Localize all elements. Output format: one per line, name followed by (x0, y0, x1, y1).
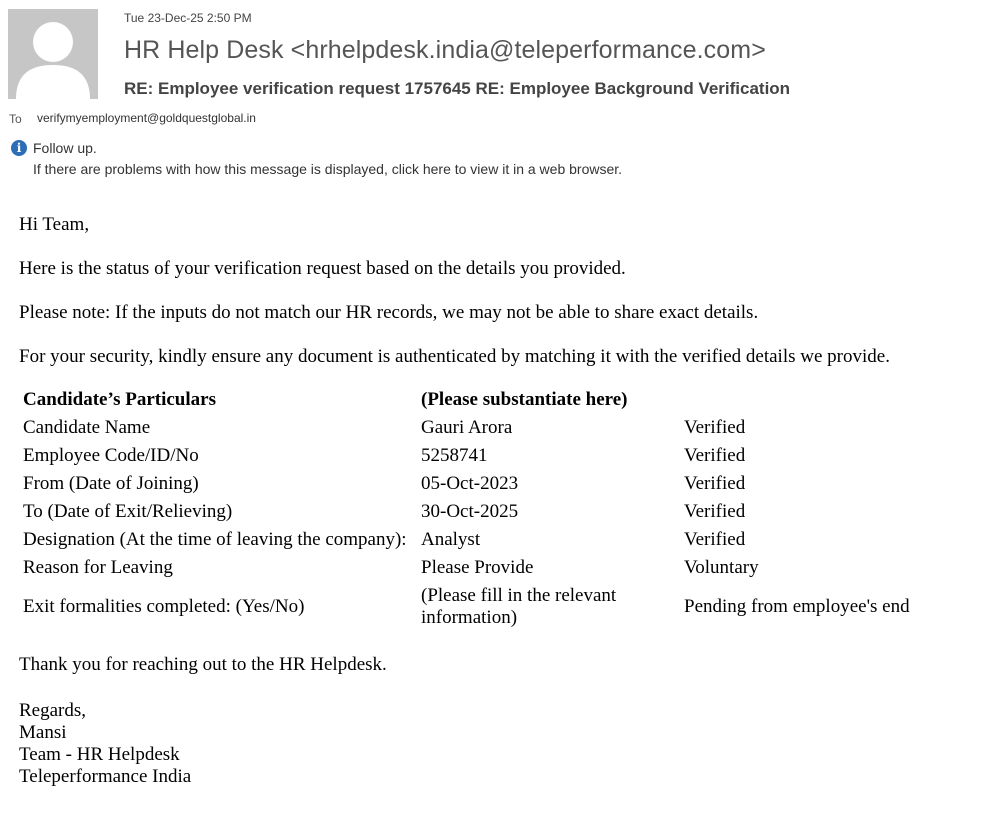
table-header-row (19, 386, 978, 414)
table-cell: (Please fill in the relevant information) (421, 585, 617, 628)
person-silhouette-icon (8, 9, 98, 99)
follow-up-flag: Follow up. (33, 140, 97, 156)
info-icon: i (11, 140, 27, 156)
table-row (19, 498, 978, 526)
sender-name[interactable]: HR Help Desk <hrhelpdesk.india@teleperformance.com> (124, 36, 766, 64)
signature-name: Mansi (19, 722, 67, 743)
table-row (19, 554, 978, 582)
table-row (19, 414, 978, 442)
table-cell: Verified (684, 473, 746, 494)
table-row (19, 582, 978, 632)
message-header (0, 0, 995, 190)
column-header: (Please substantiate here) (421, 389, 628, 410)
message-date: Tue 23-Dec-25 2:50 PM (124, 11, 252, 25)
body-paragraph: For your security, kindly ensure any document is authenticated by matching it with the verified details we provide. (19, 346, 890, 367)
message-subject: RE: Employee verification request 1757645 RE: Employee Background Verification (124, 79, 791, 98)
table-cell: Gauri Arora (421, 417, 513, 438)
signature-team: Team - HR Helpdesk (19, 744, 180, 765)
table-row (19, 470, 978, 498)
table-cell: Analyst (421, 529, 481, 550)
signature-company: Teleperformance India (19, 766, 192, 787)
table-cell: Exit formalities completed: (Yes/No) (23, 596, 305, 617)
column-header: Candidate’s Particulars (23, 389, 216, 410)
table-cell: Voluntary (684, 557, 759, 578)
table-row (19, 526, 978, 554)
sender-avatar[interactable] (8, 9, 98, 99)
view-in-browser-link[interactable]: If there are problems with how this message is displayed, click here to view it in a web browser. (33, 161, 623, 177)
table-cell: From (Date of Joining) (23, 473, 199, 494)
recipient-address[interactable]: verifymyemployment@goldquestglobal.in (37, 111, 256, 125)
message-body (19, 214, 979, 788)
table-cell: Verified (684, 417, 746, 438)
table-cell: Candidate Name (23, 417, 151, 438)
table-cell: Verified (684, 501, 746, 522)
table-cell: Designation (At the time of leaving the company): (23, 529, 407, 550)
table-cell: Employee Code/ID/No (23, 445, 199, 466)
body-paragraph: Please note: If the inputs do not match our HR records, we may not be able to share exact details. (19, 302, 759, 323)
signature-regards: Regards, (19, 700, 87, 721)
table-cell: Pending from employee's end (684, 596, 910, 617)
table-cell: 5258741 (421, 445, 488, 466)
closing-line: Thank you for reaching out to the HR Helpdesk. (19, 654, 387, 675)
to-label: To (9, 112, 22, 126)
body-paragraph: Here is the status of your verification request based on the details you provided. (19, 258, 626, 279)
table-cell: Verified (684, 529, 746, 550)
table-cell: Verified (684, 445, 746, 466)
greeting: Hi Team, (19, 214, 90, 235)
table-cell: Please Provide (421, 557, 534, 578)
table-cell: Reason for Leaving (23, 557, 173, 578)
table-cell: 30-Oct-2025 (421, 501, 519, 522)
signature-block (19, 700, 979, 788)
table-row (19, 442, 978, 470)
table-cell: 05-Oct-2023 (421, 473, 519, 494)
table-cell: To (Date of Exit/Relieving) (23, 501, 233, 522)
column-header (680, 386, 978, 414)
verification-table (19, 386, 978, 632)
